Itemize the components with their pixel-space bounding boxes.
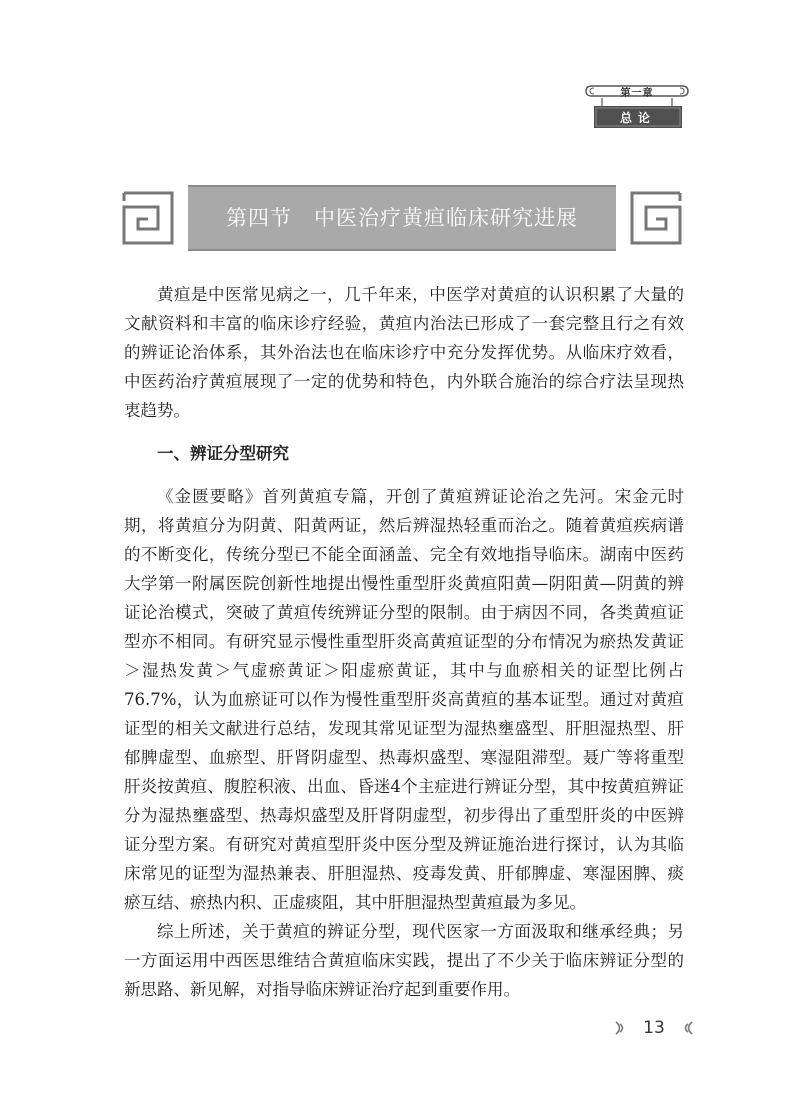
section-title: 第四节 中医治疗黄疸临床研究进展 — [226, 206, 578, 230]
page-number: 13 — [643, 1018, 665, 1038]
summary-paragraph: 综上所述，关于黄疸的辨证分型，现代医家一方面汲取和继承经典；另一方面运用中西医思维结合黄疸临床实践，提出了不少关于临床辨证分型的新思路、新见解，对指导临床辨证治疗起到重要作用。 — [124, 922, 684, 999]
chapter-badge — [584, 82, 690, 130]
section-banner — [122, 185, 682, 251]
intro-paragraph: 黄疸是中医常见病之一，几千年来，中医学对黄疸的认识积累了大量的文献资料和丰富的临床诊疗经验，黄疸内治法已形成了一套完整且行之有效的辨证论治体系，其外治法也在临床诊疗中充分发挥优势。从临床疗效看，中医药治疗黄疸展现了一定的优势和特色，内外联合施治的综合疗法呈现热衷趋势。 — [124, 285, 684, 420]
chapter-name: 总论 — [619, 111, 656, 125]
page-number-block — [614, 1016, 694, 1040]
subsection-heading: 一、辨证分型研究 — [157, 444, 289, 463]
section-title-box — [188, 185, 616, 251]
page-bracket-icon — [680, 1021, 694, 1035]
fret-ornament-icon — [122, 191, 174, 245]
body-text — [124, 280, 684, 1004]
chapter-label: 第一章 — [620, 88, 654, 99]
body-paragraph: 《金匮要略》首列黄疸专篇，开创了黄疸辨证论治之先河。宋金元时期，将黄疸分为阴黄、阳黄两证，然后辨湿热轻重而治之。随着黄疸疾病谱的不断变化，传统分型已不能全面涵盖、完全有效地指导临床。湖南中医药大学第一附属医院创新性地提出慢性重型肝炎黄疸阳黄—阴阳黄—阴黄的辨证论治模式，突破了黄疸传统辨证分型的限制。由于病因不同，各类黄疸证型亦不相同。有研究显示慢性重型肝炎高黄疸证型的分布情况为瘀热发黄证＞湿热发黄＞气虚瘀黄证＞阳虚瘀黄证，其中与血瘀相关的证型比例占76.7%，认为血瘀证可以作为慢性重型肝炎高黄疸的基本证型。通过对黄疸证型的相关文献进行总结，发现其常见证型为湿热壅盛型、肝胆湿热型、肝郁脾虚型、血瘀型、肝肾阴虚型、热毒炽盛型、寒湿阻滞型。聂广等将重型肝炎按黄疸、腹腔积液、出血、昏迷4个主症进行辨证分型，其中按黄疸辨证分为湿热壅盛型、热毒炽盛型及肝肾阴虚型，初步得出了重型肝炎的中医辨证分型方案。有研究对黄疸型肝炎中医分型及辨证施治进行探讨，认为其临床常见的证型为湿热兼表、肝胆湿热、疫毒发黄、肝郁脾虚、寒湿困脾、痰瘀互结、瘀热内积、正虚痰阻，其中肝胆湿热型黄疸最为多见。 — [124, 487, 684, 912]
fret-ornament-icon — [630, 191, 682, 245]
